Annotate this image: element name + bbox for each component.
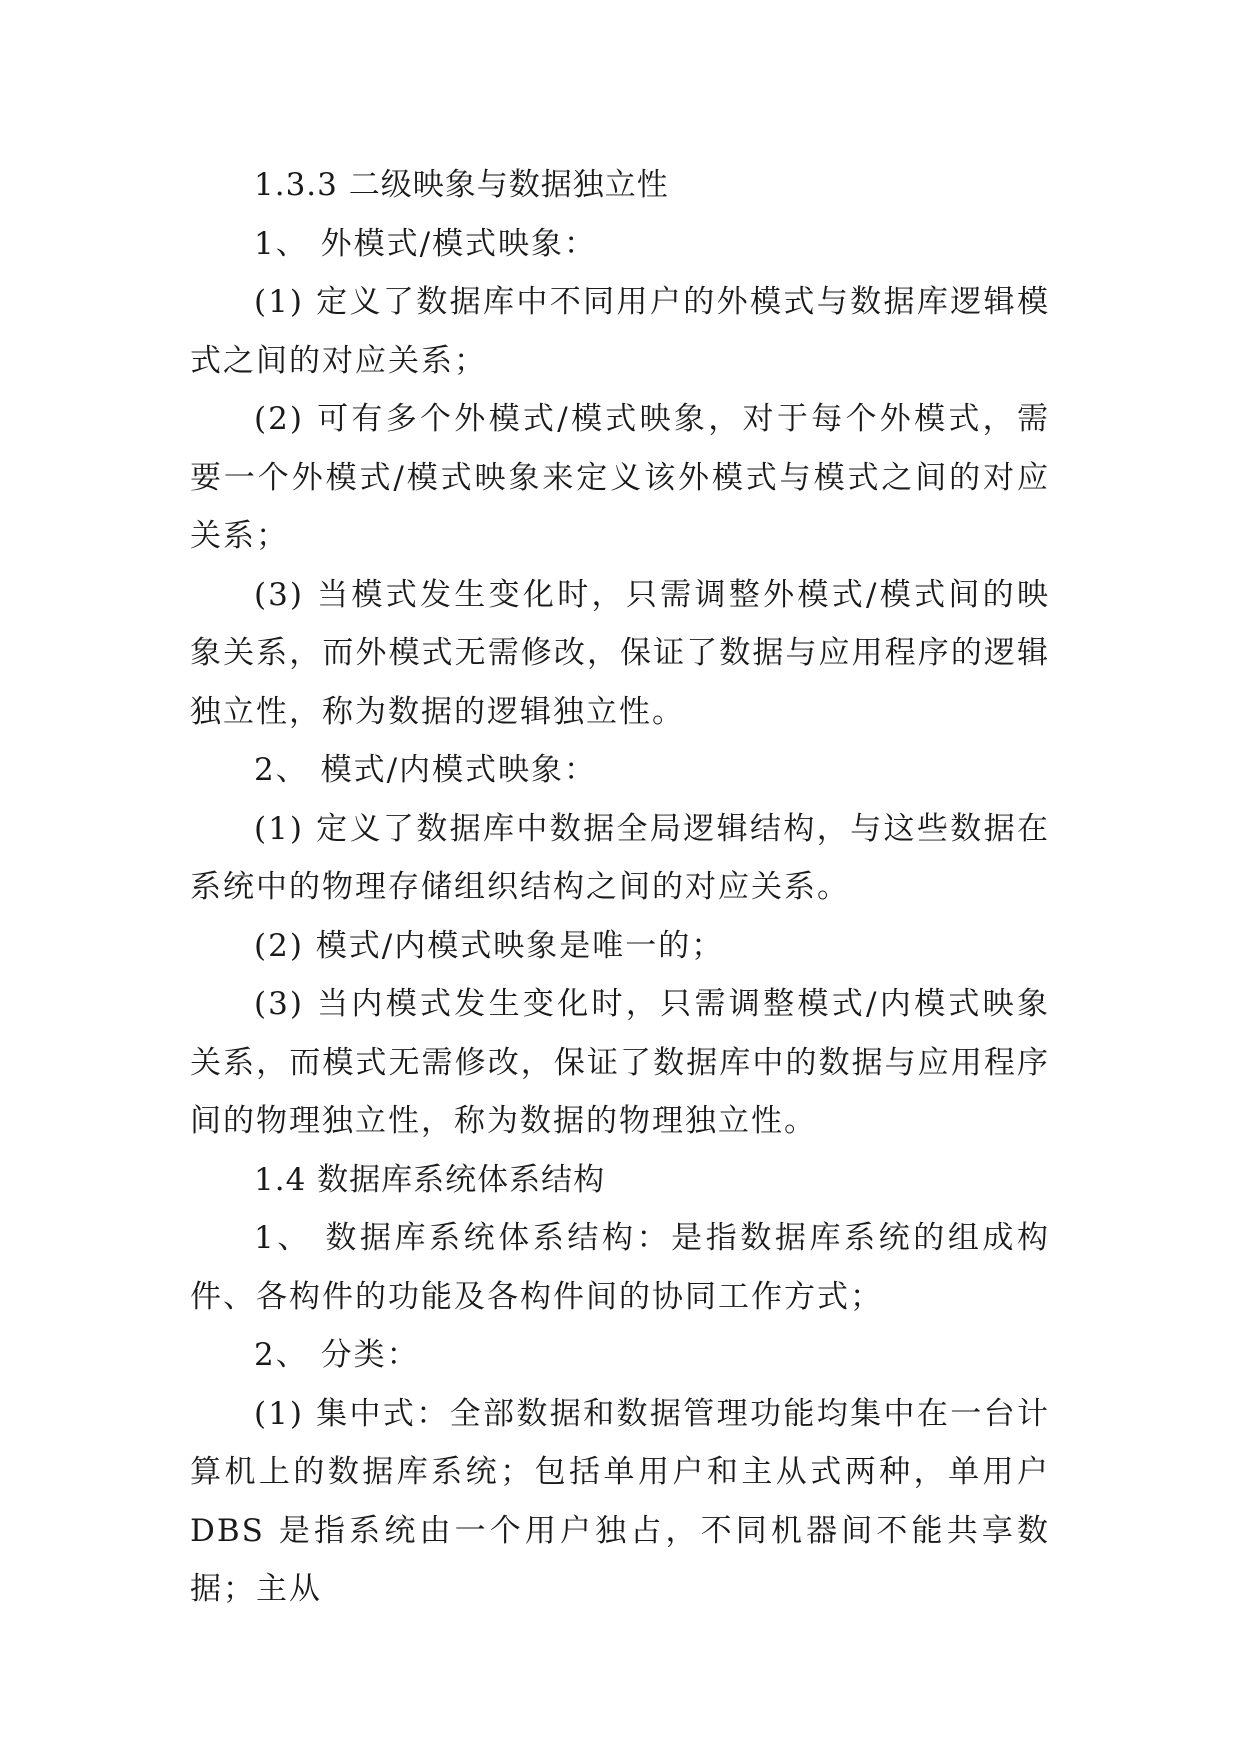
section-heading-1-4: 1.4 数据库系统体系结构 (254, 1161, 606, 1198)
paragraph-internal-1: (1) 定义了数据库中数据全局逻辑结构，与这些数据在系统中的物理存储组织结构之间的对应关系。 (190, 810, 1050, 905)
list-item-classification: 2、 分类： (254, 1337, 420, 1373)
paragraph-internal-2: (2) 模式/内模式映象是唯一的； (254, 927, 725, 964)
list-item-architecture-definition: 1、 数据库系统体系结构：是指数据库系统的组成构件、各构件的功能及各构件间的协同工作方式； (190, 1220, 1050, 1315)
paragraph-external-2: (2) 可有多个外模式/模式映象，对于每个外模式，需要一个外模式/模式映象来定义该外模式与模式之间的对应关系； (190, 401, 1050, 554)
document-body (190, 156, 1050, 1619)
list-item-external-schema-mapping: 1、 外模式/模式映象： (254, 225, 598, 262)
paragraph-centralized: (1) 集中式：全部数据和数据管理功能均集中在一台计算机上的数据库系统；包括单用户和主从式两种，单用户 DBS 是指系统由一个用户独占，不同机器间不能共享数据；主从 (190, 1395, 1050, 1607)
paragraph-external-3: (3) 当模式发生变化时，只需调整外模式/模式间的映象关系，而外模式无需修改，保证了数据与应用程序的逻辑独立性，称为数据的逻辑独立性。 (190, 576, 1050, 730)
paragraph-external-1: (1) 定义了数据库中不同用户的外模式与数据库逻辑模式之间的对应关系； (190, 284, 1050, 379)
paragraph-internal-3: (3) 当内模式发生变化时，只需调整模式/内模式映象关系，而模式无需修改，保证了数据库中的数据与应用程序间的物理独立性，称为数据的物理独立性。 (190, 986, 1050, 1139)
list-item-internal-schema-mapping: 2、 模式/内模式映象： (254, 752, 598, 788)
section-heading-1-3-3: 1.3.3 二级映象与数据独立性 (254, 167, 669, 203)
